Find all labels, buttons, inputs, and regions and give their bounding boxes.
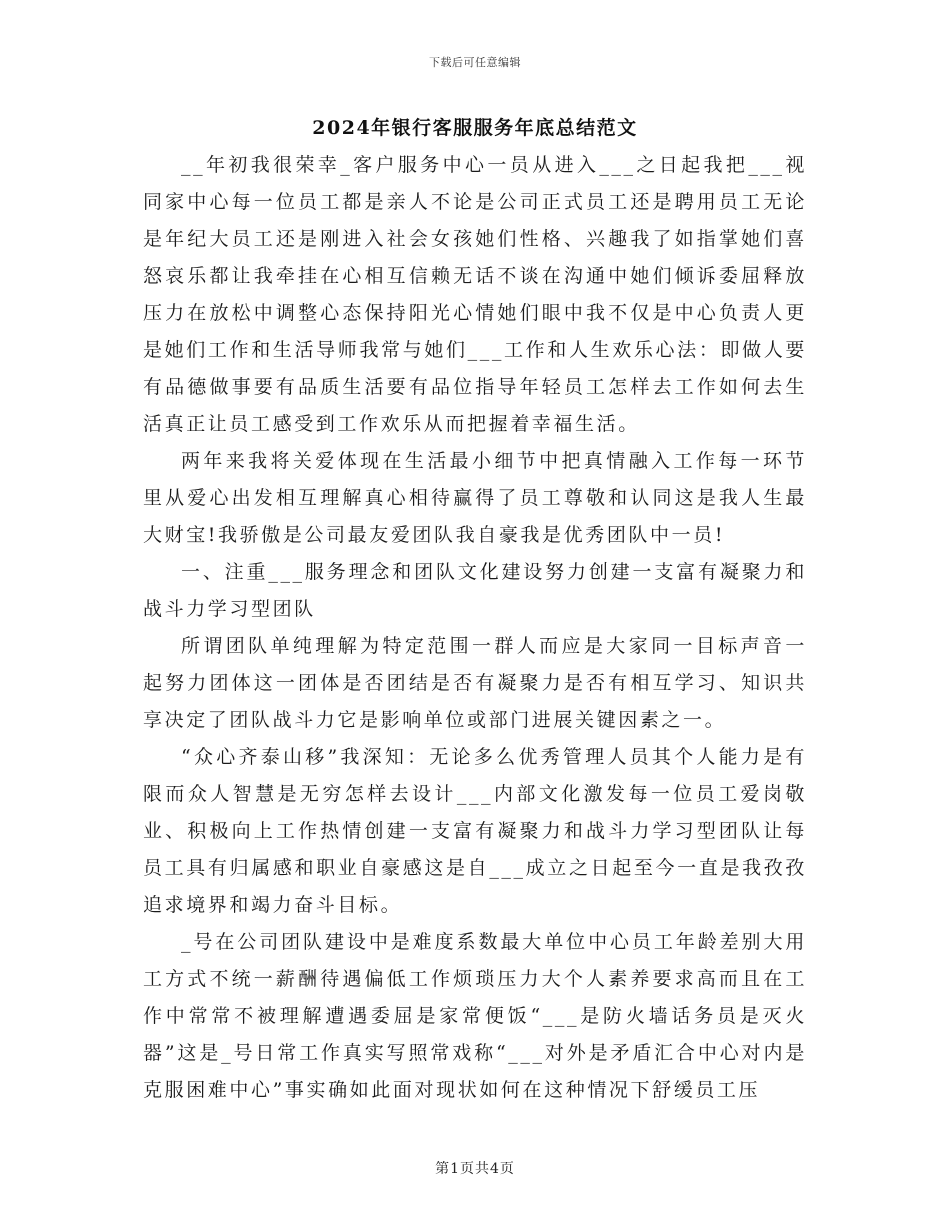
document-title: 2024年银行客服服务年底总结范文	[312, 117, 638, 139]
document-body	[143, 147, 807, 1109]
section-heading-1: 一、注重___服务理念和团队文化建设努力创建一支富有凝聚力和战斗力学习型团队	[143, 561, 807, 620]
paragraph-challenges: _号在公司团队建设中是难度系数最大单位中心员工年龄差别大用工方式不统一薪酬待遇偏低工作烦琐压力大个人素养要求高而且在工作中常常不被理解遭遇委屈是家常便饭“___是防火墙话务员是灭火器”这是_号日常工作真实写照常戏称“___对外是矛盾汇合中心对内是克服困难中心”事实确如此面对现状如何在这种情况下舒缓员工压	[143, 931, 807, 1101]
paragraph-team-definition: 所谓团队单纯理解为特定范围一群人而应是大家同一目标声音一起努力团体这一团体是否团结是否有凝聚力是否有相互学习、知识共享决定了团队战斗力它是影响单位或部门进展关键因素之一。	[143, 635, 807, 731]
paragraph-care: 两年来我将关爱体现在生活最小细节中把真情融入工作每一环节里从爱心出发相互理解真心相待赢得了员工尊敬和认同这是我人生最大财宝!我骄傲是公司最友爱团队我自豪我是优秀团队中一员!	[143, 450, 807, 546]
page-number: 第1页共4页	[435, 1161, 515, 1177]
paragraph-intro: __年初我很荣幸_客户服务中心一员从进入___之日起我把___视同家中心每一位员工都是亲人不论是公司正式员工还是聘用员工无论是年纪大员工还是刚进入社会女孩她们性格、兴趣我了如指掌她们喜怒哀乐都让我牵挂在心相互信赖无话不谈在沟通中她们倾诉委屈释放压力在放松中调整心态保持阳光心情她们眼中我不仅是中心负责人更是她们工作和生活导师我常与她们___工作和人生欢乐心法：即做人要有品德做事要有品质生活要有品位指导年轻员工怎样去工作如何去生活真正让员工感受到工作欢乐从而把握着幸福生活。	[143, 154, 807, 435]
paragraph-team-culture: “众心齐泰山移”我深知：无论多么优秀管理人员其个人能力是有限而众人智慧是无穷怎样去设计___内部文化激发每一位员工爱岗敬业、积极向上工作热情创建一支富有凝聚力和战斗力学习型团队让每员工具有归属感和职业自豪感这是自___成立之日起至今一直是我孜孜追求境界和竭力奋斗目标。	[143, 746, 807, 916]
header-note: 下载后可任意编辑	[429, 56, 521, 69]
